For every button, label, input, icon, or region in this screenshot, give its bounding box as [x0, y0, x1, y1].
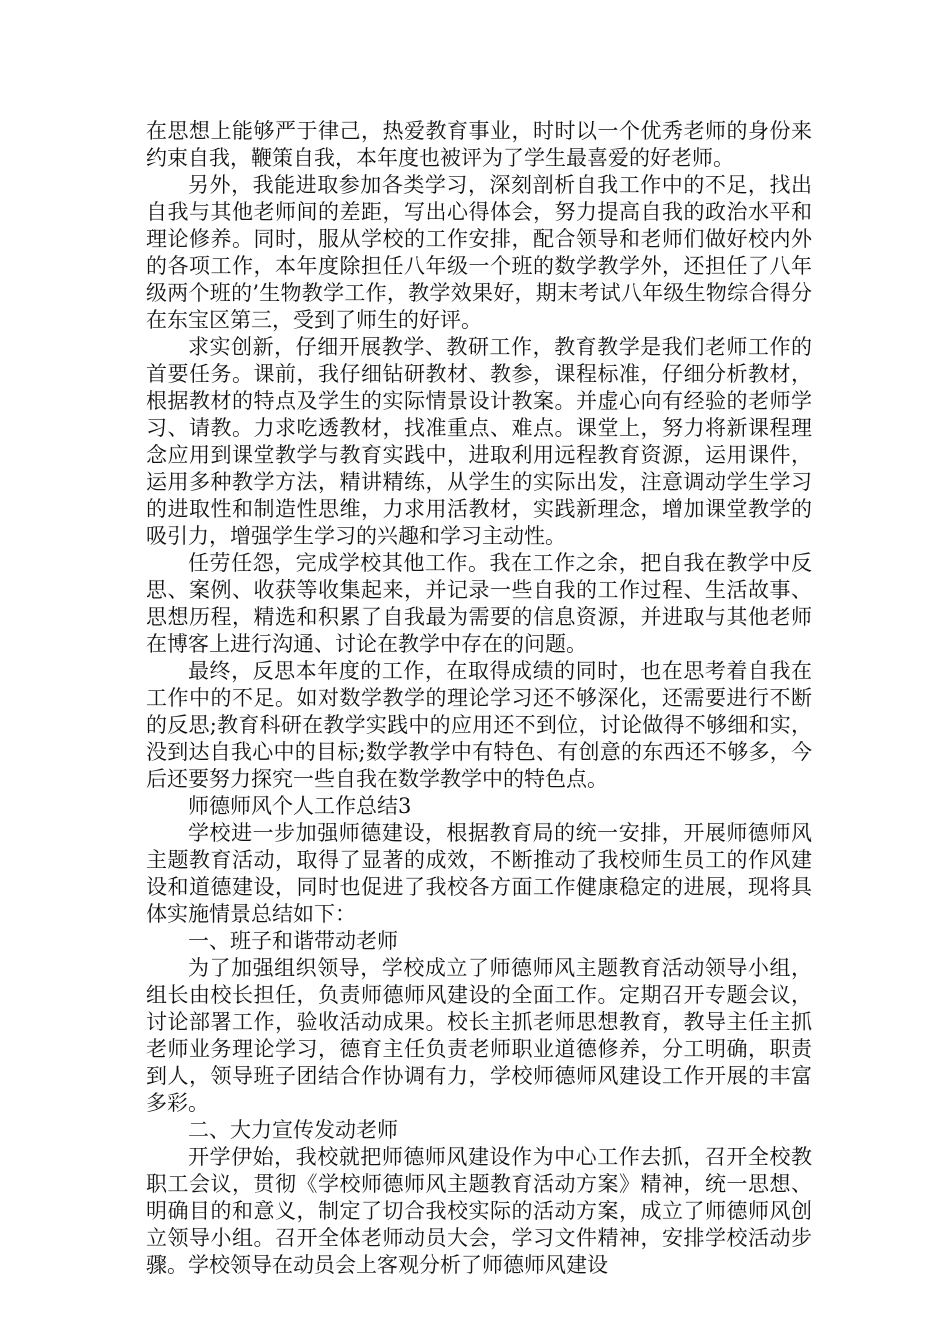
subheading-2: 二、大力宣传发动老师	[188, 1118, 398, 1142]
paragraph-8: 开学伊始，我校就把师德师风建设作为中心工作去抓，召开全校教职工会议，贯彻《学校师德师风主题教育活动方案》精神，统一思想、明确目的和意义，制定了切合我校实际的活动方案，成立了师德师风创立领导小组。召开全体老师动员大会，学习文件精神，安排学校活动步骤。学校领导在动员会上客观分析了师德师风建设	[146, 1145, 812, 1277]
section-title: 师德师风个人工作总结3	[188, 794, 412, 818]
paragraph-7: 为了加强组织领导，学校成立了师德师风主题教育活动领导小组，组长由校长担任，负责师德师风建设的全面工作。定期召开专题会议，讨论部署工作，验收活动成果。校长主抓老师思想教育，教导主任主抓老师业务理论学习，德育主任负责老师职业道德修养，分工明确，职责到人，领导班子团结合作协调有力，学校师德师风建设工作开展的丰富多彩。	[146, 956, 812, 1115]
document-body	[146, 118, 812, 1279]
paragraph-4: 任劳任怨，完成学校其他工作。我在工作之余，把自我在教学中反思、案例、收获等收集起来，并记录一些自我的工作过程、生活故事、思想历程，精选和积累了自我最为需要的信息资源，并进取与其他老师在博客上进行沟通、讨论在教学中存在的问题。	[146, 551, 812, 656]
subheading-1: 一、班子和谐带动老师	[188, 929, 398, 953]
paragraph-2: 另外，我能进取参加各类学习，深刻剖析自我工作中的不足，找出自我与其他老师间的差距，写出心得体会，努力提高自我的政治水平和理论修养。同时，服从学校的工作安排，配合领导和老师们做好校内外的各项工作，本年度除担任八年级一个班的数学教学外，还担任了八年级两个班的’生物教学工作，教学效果好，期末考试八年级生物综合得分在东宝区第三，受到了师生的好评。	[146, 173, 812, 332]
paragraph-1: 在思想上能够严于律己，热爱教育事业，时时以一个优秀老师的身份来约束自我，鞭策自我，本年度也被评为了学生最喜爱的好老师。	[146, 119, 812, 170]
paragraph-3: 求实创新，仔细开展教学、教研工作，教育教学是我们老师工作的首要任务。课前，我仔细钻研教材、教参，课程标准，仔细分析教材，根据教材的特点及学生的实际情景设计教案。并虚心向有经验的老师学习、请教。力求吃透教材，找准重点、难点。课堂上，努力将新课程理念应用到课堂教学与教育实践中，进取利用远程教育资源，运用课件，运用多种教学方法，精讲精练，从学生的实际出发，注意调动学生学习的进取性和制造性思维，力求用活教材，实践新理念，增加课堂教学的吸引力，增强学生学习的兴趣和学习主动性。	[146, 335, 812, 548]
paragraph-5: 最终，反思本年度的工作，在取得成绩的同时，也在思考着自我在工作中的不足。如对数学教学的理论学习还不够深化，还需要进行不断的反思;教育科研在教学实践中的应用还不到位，讨论做得不够细和实，没到达自我心中的目标;数学教学中有特色、有创意的东西还不够多，今后还要努力探究一些自我在数学教学中的特色点。	[146, 659, 812, 791]
paragraph-6: 学校进一步加强师德建设，根据教育局的统一安排，开展师德师风主题教育活动，取得了显著的成效，不断推动了我校师生员工的作风建设和道德建设，同时也促进了我校各方面工作健康稳定的进展，现将具体实施情景总结如下：	[146, 821, 812, 926]
